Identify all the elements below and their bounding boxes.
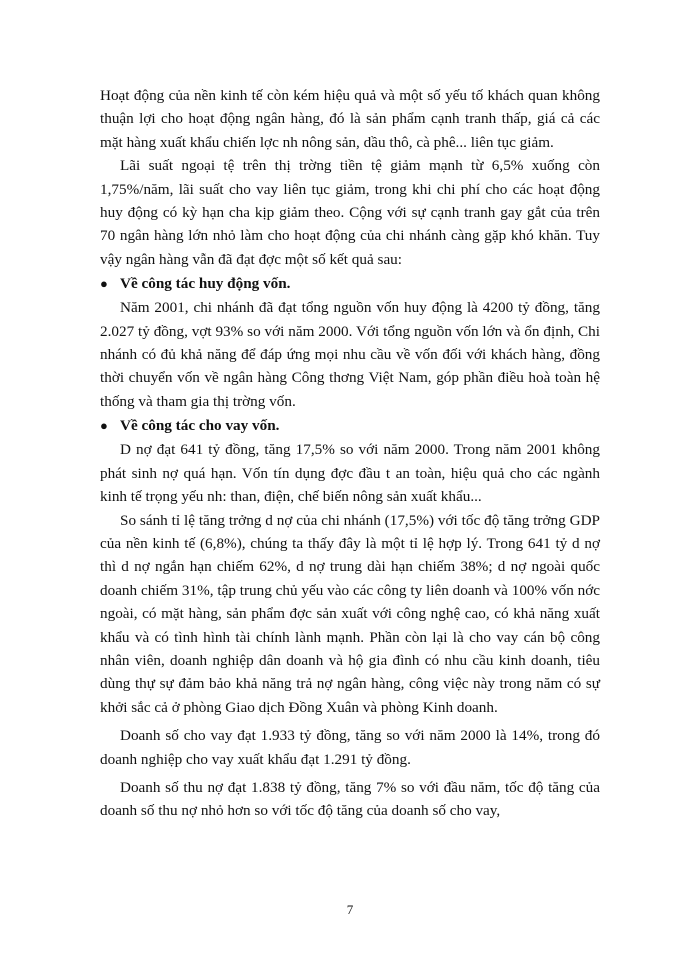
section-heading-capital-mobilization — [100, 271, 600, 296]
section-heading-text: Về công tác cho vay vốn. — [120, 417, 280, 435]
paragraph-4: D nợ đạt 641 tỷ đồng, tăng 17,5% so với năm 2000. Trong năm 2001 không phát sinh nợ quá hạn. Vốn tín dụng đợc đầu t an toàn, hiệu quả cho các ngành kinh tế trọng yếu nh: than, điện, chế biến nông sản xuất khẩu... — [100, 441, 600, 506]
paragraph-6: Doanh số cho vay đạt 1.933 tỷ đồng, tăng so với năm 2000 là 14%, trong đó doanh nghiệp cho vay xuất khẩu đạt 1.291 tỷ đồng. — [100, 727, 600, 768]
paragraph-1: Hoạt động của nền kinh tế còn kém hiệu quả và một số yếu tố khách quan không thuận lợi cho hoạt động ngân hàng, đó là sản phẩm cạnh tranh thấp, giá cả các mặt hàng xuất khẩu chiến lợc nh nông sản, dầu thô, cà phê... liên tục giảm. — [100, 87, 600, 151]
document-body — [100, 84, 600, 823]
section-heading-text: Về công tác huy động vốn. — [120, 275, 291, 293]
paragraph-2: Lãi suất ngoại tệ trên thị trờng tiền tệ giảm mạnh từ 6,5% xuống còn 1,75%/năm, lãi suất cho vay liên tục giảm, trong khi chi phí cho các hoạt động huy động có kỳ hạn cha kịp giảm theo. Cộng với sự cạnh tranh gay gắt của trên 70 ngân hàng lớn nhỏ làm cho hoạt động của chi nhánh càng gặp khó khăn. Tuy vậy ngân hàng vẫn đã đạt đợc một số kết quả sau: — [100, 157, 600, 268]
bullet-icon: ● — [100, 418, 108, 434]
page-number: 7 — [346, 902, 354, 917]
paragraph-5: So sánh tỉ lệ tăng trởng d nợ của chi nhánh (17,5%) với tốc độ tăng trởng GDP của nền kinh tế (6,8%), chúng ta thấy đây là một tỉ lệ hợp lý. Trong 641 tỷ d nợ thì d nợ ngắn hạn chiếm 62%, d nợ trung dài hạn chiếm 38%; d nợ ngoài quốc doanh chiếm 31%, tập trung chủ yếu vào các công ty liên doanh và 100% vốn nớc ngoài, có mặt hàng, sản phẩm đợc sản xuất với công nghệ cao, có khả năng xuất khẩu và có tình hình tài chính lành mạnh. Phần còn lại là cho vay cán bộ công nhân viên, doanh nghiệp dân doanh và hộ gia đình có nhu cầu kinh doanh, tiêu dùng thự sự đảm bảo khả năng trả nợ ngân hàng, công việc này trong năm có sự khởi sắc cả ở phòng Giao dịch Đồng Xuân và phòng Kinh doanh. — [100, 511, 600, 716]
bullet-icon: ● — [100, 276, 108, 292]
paragraph-3: Năm 2001, chi nhánh đã đạt tổng nguồn vốn huy động là 4200 tỷ đồng, tăng 2.027 tỷ đồng, vợt 93% so với năm 2000. Với tổng nguồn vốn lớn và ổn định, Chi nhánh có đủ khả năng để đáp ứng mọi nhu cầu về vốn đối với khách hàng, đồng thời chuyển vốn về ngân hàng Công thơng Việt Nam, góp phần điều hoà toàn hệ thống và tham gia thị trờng vốn. — [100, 299, 600, 410]
paragraph-7: Doanh số thu nợ đạt 1.838 tỷ đồng, tăng 7% so với đầu năm, tốc độ tăng của doanh số thu nợ nhỏ hơn so với tốc độ tăng của doanh số cho vay, — [100, 778, 600, 820]
section-heading-lending — [100, 413, 600, 438]
